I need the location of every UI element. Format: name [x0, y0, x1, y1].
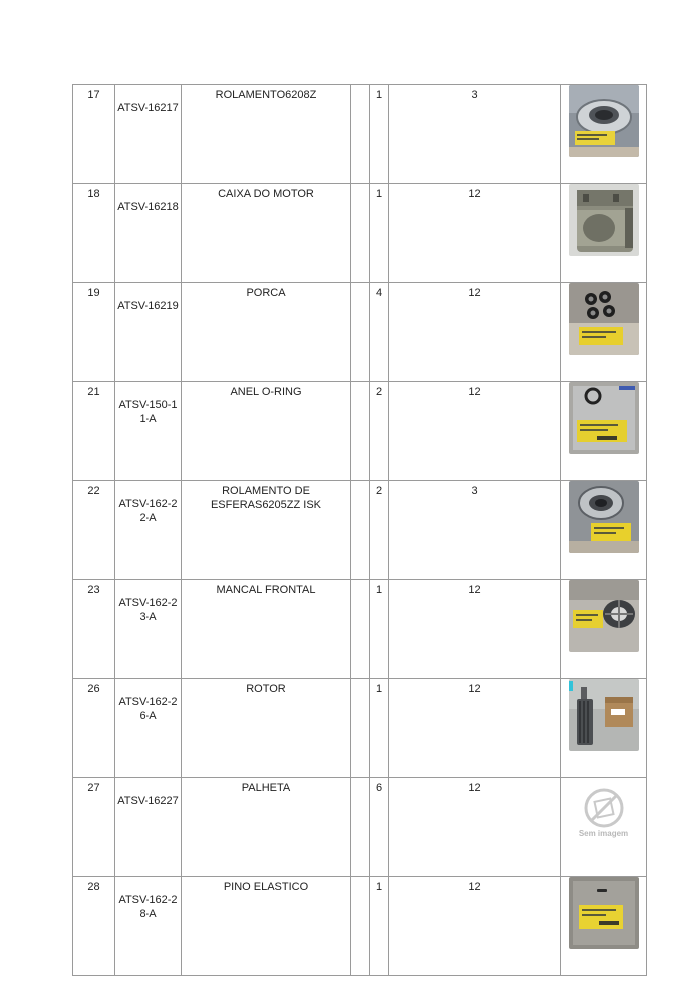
empty-cell — [351, 85, 370, 184]
multiple: 12 — [389, 184, 561, 283]
quantity: 6 — [370, 778, 389, 877]
item-number: 21 — [73, 382, 115, 481]
empty-cell — [351, 778, 370, 877]
part-code: ATSV-162-22-A — [118, 498, 178, 524]
table-row — [73, 382, 647, 481]
no-image-placeholder — [569, 778, 639, 850]
table-row — [73, 283, 647, 382]
bearing-photo — [569, 85, 639, 157]
part-description: PINO ELASTICO — [182, 877, 351, 976]
empty-cell — [351, 481, 370, 580]
part-code: ATSV-150-11-A — [118, 399, 178, 425]
no-image-label: Sem imagem — [578, 829, 629, 838]
part-code: ATSV-16227 — [117, 795, 179, 807]
part-description: ROLAMENTO6208Z — [182, 85, 351, 184]
ball-bearing-photo — [569, 481, 639, 553]
quantity: 1 — [370, 580, 389, 679]
quantity: 1 — [370, 679, 389, 778]
table-row — [73, 778, 647, 877]
parts-table — [72, 84, 647, 976]
table-row — [73, 877, 647, 976]
quantity: 2 — [370, 481, 389, 580]
multiple: 12 — [389, 877, 561, 976]
part-description: PALHETA — [182, 778, 351, 877]
empty-cell — [351, 283, 370, 382]
front-bearing-housing-photo — [569, 580, 639, 652]
empty-cell — [351, 679, 370, 778]
table-row — [73, 85, 647, 184]
nuts-photo — [569, 283, 639, 355]
quantity: 2 — [370, 382, 389, 481]
item-number: 19 — [73, 283, 115, 382]
multiple: 3 — [389, 481, 561, 580]
multiple: 3 — [389, 85, 561, 184]
part-code: ATSV-16218 — [117, 201, 179, 213]
item-number: 23 — [73, 580, 115, 679]
table-row — [73, 481, 647, 580]
rotor-photo — [569, 679, 639, 751]
table-row — [73, 184, 647, 283]
table-row — [73, 679, 647, 778]
multiple: 12 — [389, 580, 561, 679]
table-row — [73, 580, 647, 679]
part-description: CAIXA DO MOTOR — [182, 184, 351, 283]
item-number: 27 — [73, 778, 115, 877]
part-code: ATSV-162-28-A — [118, 894, 178, 920]
multiple: 12 — [389, 778, 561, 877]
quantity: 4 — [370, 283, 389, 382]
multiple: 12 — [389, 382, 561, 481]
empty-cell — [351, 184, 370, 283]
item-number: 26 — [73, 679, 115, 778]
item-number: 28 — [73, 877, 115, 976]
empty-cell — [351, 877, 370, 976]
part-code: ATSV-162-23-A — [118, 597, 178, 623]
quantity: 1 — [370, 184, 389, 283]
multiple: 12 — [389, 679, 561, 778]
motor-housing-photo — [569, 184, 639, 256]
item-number: 18 — [73, 184, 115, 283]
item-number: 22 — [73, 481, 115, 580]
o-ring-photo — [569, 382, 639, 454]
part-description: PORCA — [182, 283, 351, 382]
part-description: ANEL O-RING — [182, 382, 351, 481]
item-number: 17 — [73, 85, 115, 184]
spring-pin-photo — [569, 877, 639, 949]
part-description: MANCAL FRONTAL — [182, 580, 351, 679]
multiple: 12 — [389, 283, 561, 382]
part-code: ATSV-16217 — [117, 102, 179, 114]
part-description: ROTOR — [182, 679, 351, 778]
part-code: ATSV-16219 — [117, 300, 179, 312]
empty-cell — [351, 382, 370, 481]
part-description: ROLAMENTO DE ESFERAS6205ZZ ISK — [182, 481, 351, 580]
part-code: ATSV-162-26-A — [118, 696, 178, 722]
quantity: 1 — [370, 877, 389, 976]
empty-cell — [351, 580, 370, 679]
quantity: 1 — [370, 85, 389, 184]
